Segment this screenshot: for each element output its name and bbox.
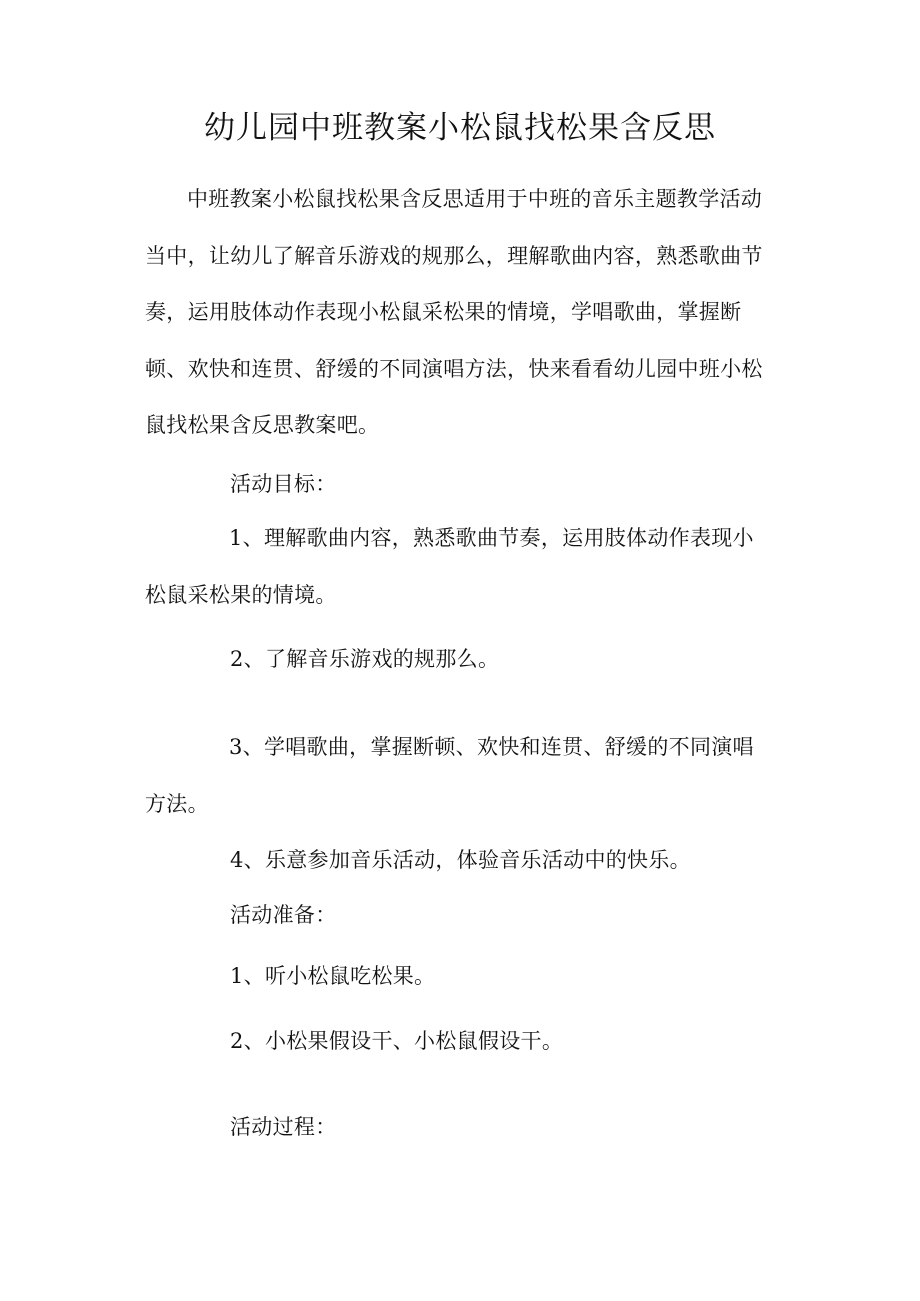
goal-item-3: 3、学唱歌曲，掌握断顿、欢快和连贯、舒缓的不同演唱方法。 — [145, 735, 754, 816]
prep-item-2: 2、小松果假设干、小松鼠假设干。 — [230, 1029, 564, 1053]
goal-item-2: 2、了解音乐游戏的规那么。 — [230, 647, 500, 671]
process-heading: 活动过程： — [230, 1115, 337, 1139]
document-title: 幼儿园中班教案小松鼠找松果含反思 — [204, 110, 716, 146]
goal-item-1: 1、理解歌曲内容，熟悉歌曲节奏，运用肢体动作表现小松鼠采松果的情境。 — [145, 526, 754, 607]
prep-heading: 活动准备： — [230, 903, 337, 927]
goal-item-4: 4、乐意参加音乐活动，体验音乐活动中的快乐。 — [230, 848, 691, 872]
intro-paragraph: 中班教案小松鼠找松果含反思适用于中班的音乐主题教学活动当中，让幼儿了解音乐游戏的规那么，理解歌曲内容，熟悉歌曲节奏，运用肢体动作表现小松鼠采松果的情境，学唱歌曲，掌握断顿、欢快和连贯、舒缓的不同演唱方法，快来看看幼儿园中班小松鼠找松果含反思教案吧。 — [145, 187, 763, 437]
goals-heading: 活动目标： — [230, 472, 337, 496]
prep-item-1: 1、听小松鼠吃松果。 — [230, 964, 436, 988]
